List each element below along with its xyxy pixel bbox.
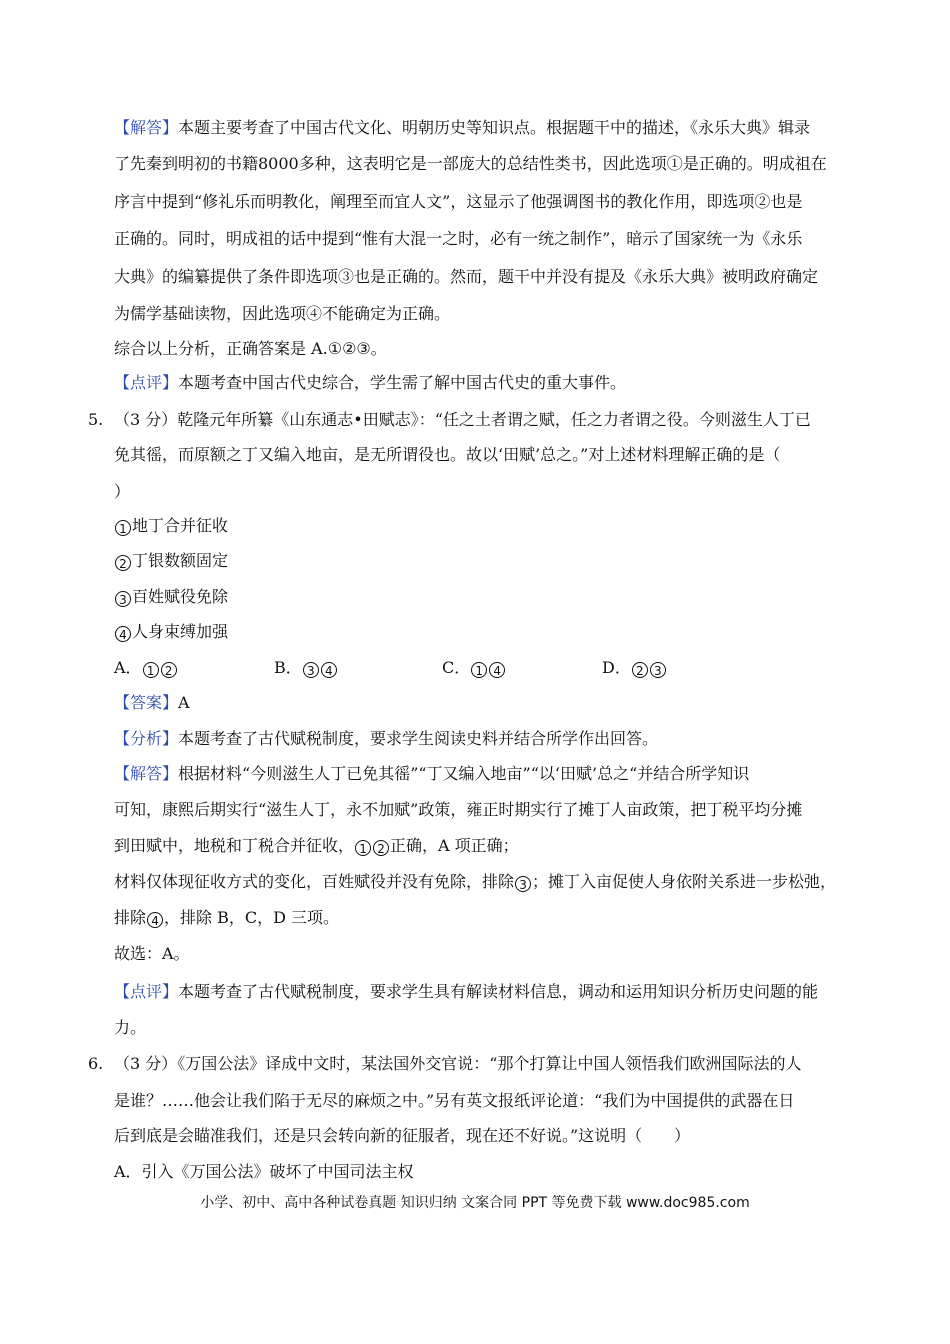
q5-option-d: D． 2 3	[602, 658, 667, 678]
q4-dianping: 【点评】本题考查中国古代史综合，学生需了解中国古代史的重大事件。	[114, 373, 627, 392]
q5-item: 3 百姓赋役免除	[114, 587, 228, 607]
q4-jieda-line: 正确的。同时，明成祖的话中提到“惟有大混一之时，必有一统之制作”，暗示了国家统一为《永乐	[114, 229, 803, 248]
circled-number: 2	[632, 662, 648, 678]
q5-jieda-tag: 【解答】	[114, 764, 179, 783]
q4-conclusion: 综合以上分析，正确答案是 A.①②③。	[114, 339, 387, 358]
q5-number: 5.	[88, 410, 104, 429]
q5-stem-line: （3 分）乾隆元年所纂《山东通志•田赋志》：“任之土者谓之赋，任之力者谓之役。今则滋生人丁已	[114, 410, 811, 429]
q4-jieda-line: 序言中提到“修礼乐而明教化，阐理至而宜人文”，这显示了他强调图书的教化作用，即选项②也是	[114, 192, 803, 211]
circled-number: 4	[147, 912, 163, 928]
q5-option-a: A． 1 2	[114, 658, 178, 678]
q4-jieda-line: 了先秦到明初的书籍8000多种，这表明它是一部庞大的总结性类书，因此选项①是正确的。明成祖在	[114, 154, 827, 173]
circled-number: 2	[115, 555, 131, 571]
circled-number: 1	[355, 840, 371, 856]
circled-number: 3	[115, 591, 131, 607]
footer-ad: 小学、初中、高中各种试卷真题 知识归纳 文案合同 PPT 等免费下载 www.doc985.com	[200, 1195, 750, 1211]
q5-option-b: B． 3 4	[274, 658, 338, 678]
q5-jieda-line: 【解答】根据材料“今则滋生人丁已免其徭”“丁又编入地亩”“以‘田赋’总之“并结合所学知识	[114, 764, 750, 783]
q6-stem-line: 是谁？……他会让我们陷于无尽的麻烦之中。”另有英文报纸评论道：“我们为中国提供的武器在日	[114, 1091, 795, 1110]
q4-jieda-line: 【解答】本题主要考查了中国古代文化、明朝历史等知识点。根据题干中的描述，《永乐大典》辑录	[114, 118, 811, 137]
q5-item: 1 地丁合并征收	[114, 516, 228, 536]
circled-number: 1	[115, 520, 131, 536]
q5-dianping: 【点评】本题考查了古代赋税制度，要求学生具有解读材料信息，调动和运用知识分析历史问题的能	[114, 982, 819, 1001]
q5-jieda-line: 到田赋中，地税和丁税合并征收， 1 2 正确，A 项正确；	[114, 836, 519, 856]
q5-jieda-line: 可知，康熙后期实行“滋生人丁，永不加赋”政策，雍正时期实行了摊丁人亩政策，把丁税平均分摊	[114, 800, 803, 819]
circled-number: 4	[321, 662, 337, 678]
q6-number: 6.	[88, 1054, 104, 1073]
q5-answer: 【答案】A	[114, 693, 190, 712]
circled-number: 4	[115, 626, 131, 642]
q4-jieda-line: 为儒学基础读物，因此选项④不能确定为正确。	[114, 304, 451, 323]
q5-stem-line: ）	[114, 482, 131, 501]
q5-analysis: 【分析】本题考查了古代赋税制度，要求学生阅读史料并结合所学作出回答。	[114, 729, 659, 748]
q5-option-c: C． 1 4	[442, 658, 506, 678]
q5-dianping-line: 力。	[114, 1018, 147, 1037]
q6-stem-line: 后到底是会瞄准我们，还是只会转向新的征服者，现在还不好说。”这说明（ ）	[114, 1126, 691, 1145]
q5-stem-line: 免其徭，而原额之丁又编入地亩，是无所谓役也。故以‘田赋’总之。”对上述材料理解正确的是（	[114, 445, 781, 464]
q4-jieda-line: 大典》的编纂提供了条件即选项③也是正确的。然而，题干中并没有提及《永乐大典》被明政府确定	[114, 267, 819, 286]
circled-number: 3	[650, 662, 666, 678]
circled-number: 4	[489, 662, 505, 678]
q5-jieda-line: 材料仅体现征收方式的变化，百姓赋役并没有免除，排除 3 ；摊丁入亩促使人身依附关系进一步松弛，	[114, 872, 837, 892]
q5-answer-tag: 【答案】	[114, 693, 179, 712]
circled-number: 2	[373, 840, 389, 856]
circled-number: 2	[161, 662, 177, 678]
q5-jieda-line: 排除 4 ，排除 B，C，D 三项。	[114, 908, 340, 928]
q5-analysis-tag: 【分析】	[114, 729, 179, 748]
q4-dianping-tag: 【点评】	[114, 373, 179, 392]
circled-number: 1	[471, 662, 487, 678]
circled-number: 3	[303, 662, 319, 678]
q6-option-a: A．引入《万国公法》破坏了中国司法主权	[114, 1162, 414, 1181]
q5-item: 2 丁银数额固定	[114, 551, 228, 571]
q5-item: 4 人身束缚加强	[114, 622, 228, 642]
q6-stem-line: （3 分）《万国公法》译成中文时，某法国外交官说：“那个打算让中国人领悟我们欧洲国际法的人	[114, 1054, 802, 1073]
q5-dianping-tag: 【点评】	[114, 982, 179, 1001]
q5-choice: 故选：A。	[114, 944, 190, 963]
circled-number: 3	[515, 876, 531, 892]
q4-jieda-tag: 【解答】	[114, 118, 179, 137]
circled-number: 1	[143, 662, 159, 678]
